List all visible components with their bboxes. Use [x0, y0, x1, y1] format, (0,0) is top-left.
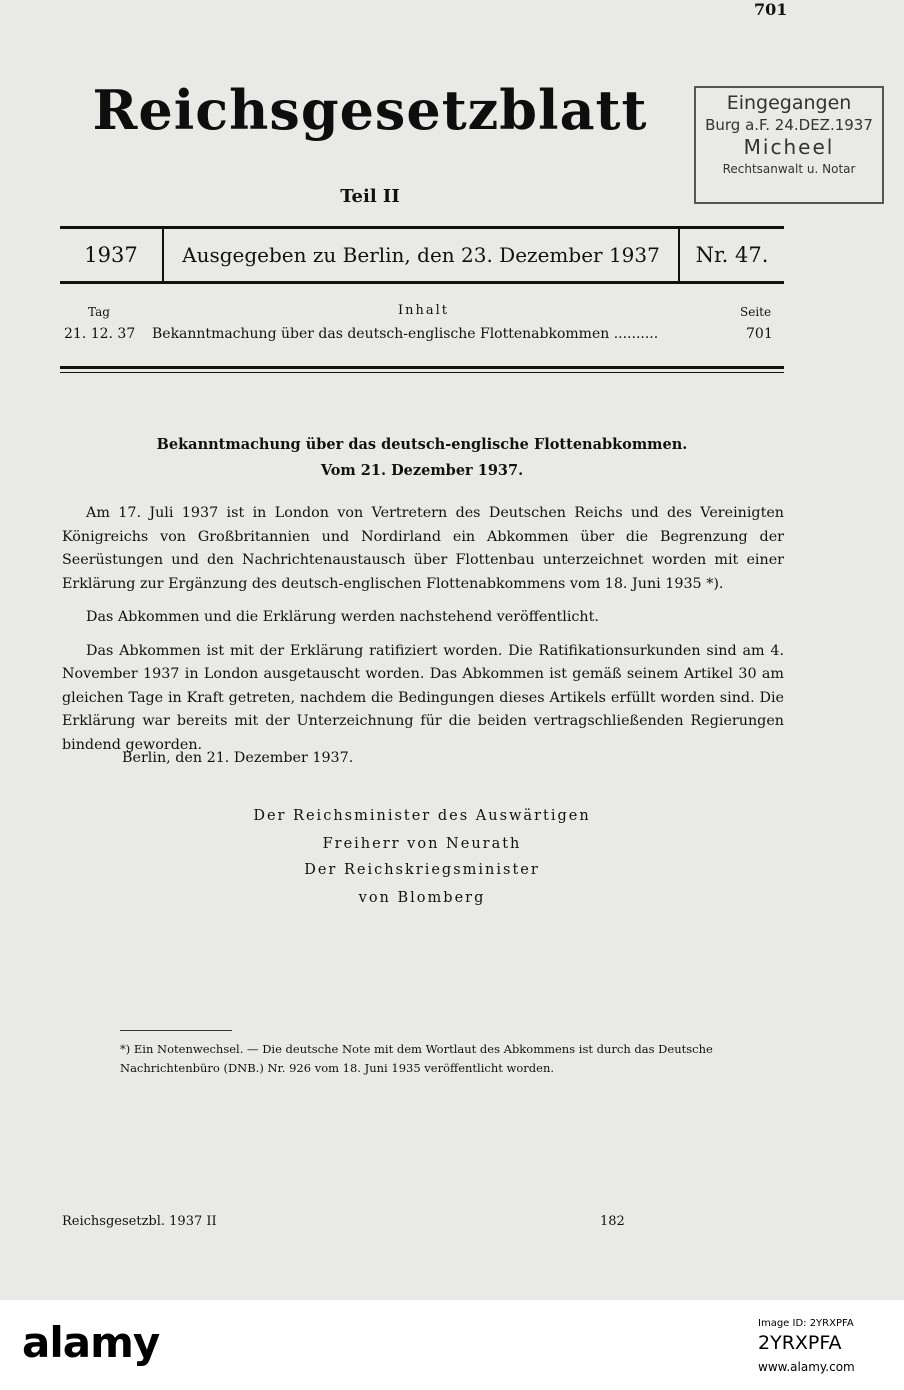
footer-page-number: 182 — [600, 1214, 625, 1229]
issue-published: Ausgegeben zu Berlin, den 23. Dezember 1937 — [182, 243, 660, 267]
page-number: 701 — [754, 0, 788, 19]
contents-date-header: Tag — [88, 305, 110, 319]
issue-number: Nr. 47. — [678, 229, 784, 281]
announcement-date: Vom 21. Dezember 1937. — [320, 462, 524, 479]
signature-office-1: Der Reichsminister des Auswärtigen — [253, 808, 591, 824]
announcement-title: Bekanntmachung über das deutsch-englische Flottenabkommen. — [156, 436, 688, 453]
footnote: *) Ein Notenwechsel. — Die deutsche Note mit dem Wortlaut des Abkommens ist durch das Deutsche Nachrichtenbüro (DNB.) Nr. 926 vom 18. Juni 1935 veröffentlicht worden. — [120, 1042, 713, 1075]
divider-thin — [60, 372, 784, 373]
issue-bar — [60, 226, 784, 284]
signature-name-2: von Blomberg — [358, 890, 486, 906]
issue-year: 1937 — [60, 229, 164, 281]
place-date: Berlin, den 21. Dezember 1937. — [122, 750, 354, 766]
stamp-line-2: Burg a.F. 24.DEZ.1937 — [705, 116, 873, 134]
alamy-logo: alamy — [22, 1318, 160, 1367]
contents-title-header: Inhalt — [398, 303, 450, 318]
stamp-line-3: Micheel — [743, 135, 835, 159]
contents-date: 21. 12. 37 — [64, 326, 136, 342]
announcement-body — [62, 502, 784, 767]
received-stamp — [694, 86, 884, 204]
paragraph: Das Abkommen und die Erklärung werden nachstehend veröffentlicht. — [86, 609, 599, 625]
part-label: Teil II — [340, 186, 400, 207]
footer-reference: Reichsgesetzbl. 1937 II — [62, 1214, 217, 1229]
watermark-url: www.alamy.com — [758, 1360, 855, 1374]
stamp-line-4: Rechtsanwalt u. Notar — [722, 162, 856, 176]
image-id-label: Image ID: 2YRXPFA — [758, 1318, 854, 1329]
contents-entry: Bekanntmachung über das deutsch-englische Flottenabkommen .......... — [152, 326, 659, 342]
image-code: 2YRXPFA — [758, 1332, 842, 1354]
divider-thick — [60, 366, 784, 369]
contents-page: 701 — [746, 326, 773, 342]
stamp-line-1: Eingegangen — [726, 92, 852, 114]
masthead-title: Reichsgesetzblatt — [92, 78, 648, 142]
contents-page-header: Seite — [740, 305, 772, 319]
paragraph: Am 17. Juli 1937 ist in London von Vertretern des Deutschen Reichs und des Vereinigten Königreichs von Großbritannien und Nordirland ein Abkommen über die Begrenzung der Seerüstungen und den Nachrichtenaustausch über Flottenbau unterzeichnet worden mit einer Erklärung zur Ergänzung des deutsch-englischen Flottenabkommens vom 18. Juni 1935 *). — [62, 505, 784, 592]
footnote-rule — [120, 1030, 232, 1031]
signature-name-1: Freiherr von Neurath — [322, 836, 522, 852]
signature-office-2: Der Reichskriegsminister — [304, 862, 540, 878]
paragraph: Das Abkommen ist mit der Erklärung ratifiziert worden. Die Ratifikationsurkunden sind am 4. November 1937 in London ausgetauscht worden. Das Abkommen ist gemäß seinem Artikel 30 am gleichen Tage in Kraft getreten, nachdem die Bedingungen dieses Artikels erfüllt worden sind. Die Erklärung war bereits mit der Unterzeichnung für die beiden vertragschließenden Regierungen bindend geworden. — [62, 642, 784, 753]
